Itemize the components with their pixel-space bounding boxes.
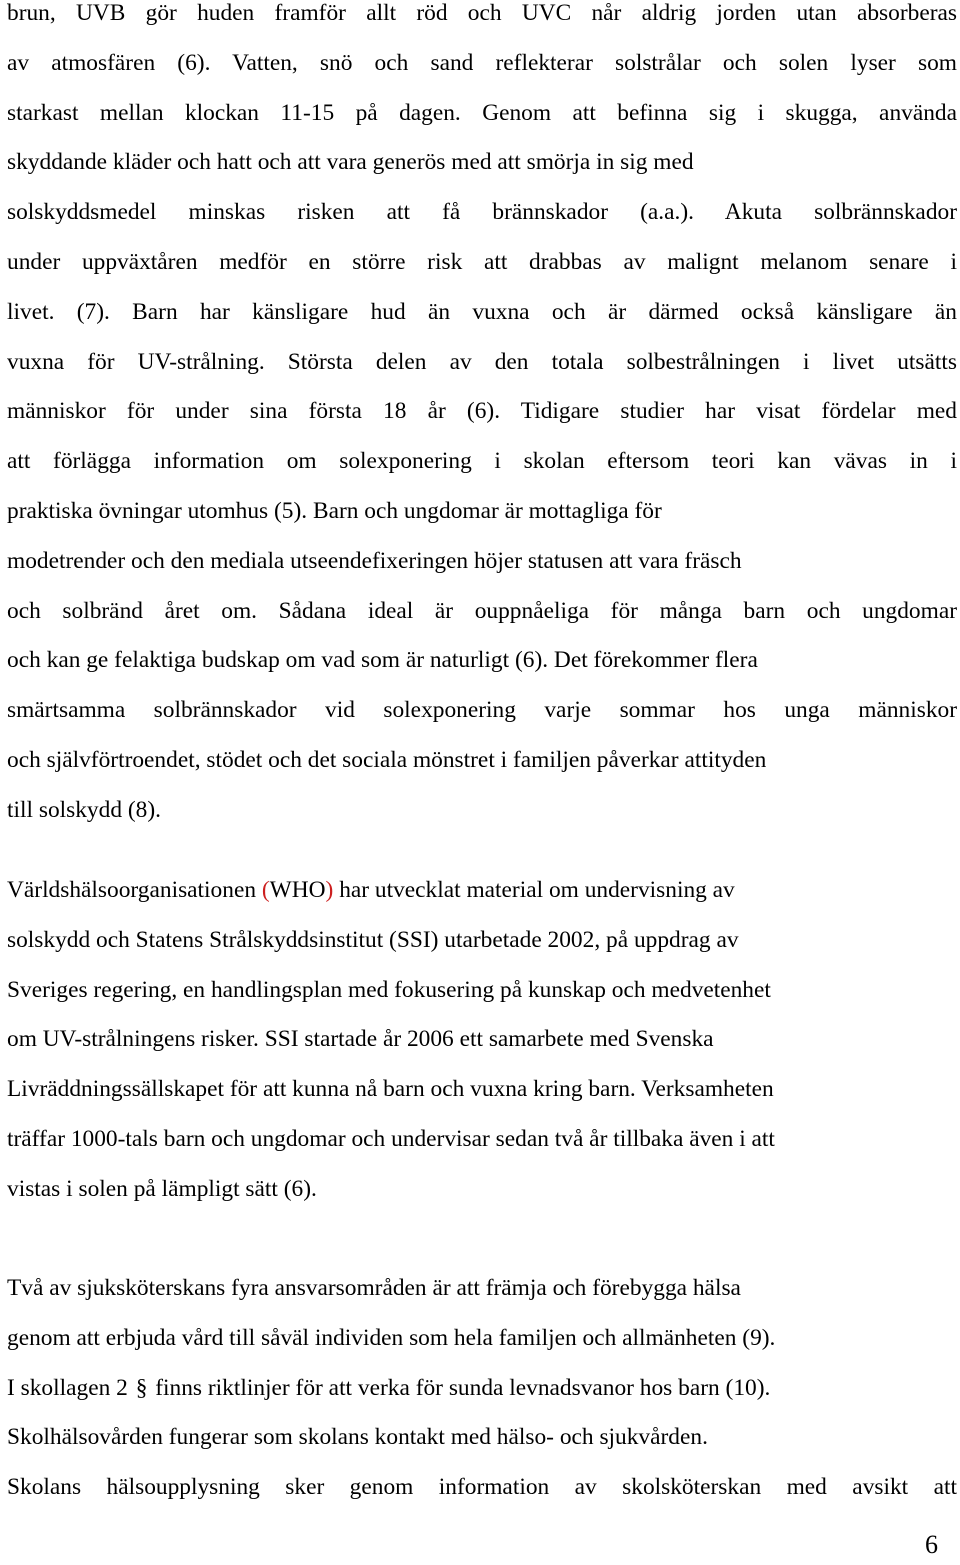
text-line — [7, 866, 957, 916]
text-line: om UV-strålningens risker. SSI startade år 2006 ett samarbete med Svenska — [7, 1026, 714, 1053]
text-line: genom att erbjuda vård till såväl individen som hela familjen och allmänheten (9). — [7, 1324, 776, 1351]
text-line: smärtsamma solbrännskador vid solexponering varje sommar hos unga människor — [7, 697, 957, 724]
text-line: och solbränd året om. Sådana ideal är ouppnåeliga för många barn och ungdomar — [7, 597, 957, 624]
paren-open: ( — [261, 877, 270, 903]
paren-close: ) — [325, 877, 334, 903]
section-sign-symbol: § — [135, 1374, 148, 1401]
text-line: Två av sjuksköterskans fyra ansvarsområden är att främja och förebygga hälsa — [7, 1275, 741, 1301]
text-line — [7, 1364, 957, 1414]
paragraph-who-ssi — [7, 866, 957, 1215]
text-line: att förlägga information om solexponering i skolan eftersom teori kan vävas in i — [7, 448, 957, 475]
text-line: modetrender och den mediala utseendefixeringen höjer statusen att vara fräsch — [7, 547, 742, 574]
text-line: livet. (7). Barn har känsligare hud än vuxna och är därmed också känsligare än — [7, 298, 957, 325]
line-text: Världshälsoorganisationen — [7, 877, 262, 903]
paragraph-uv-sun-protection — [7, 0, 957, 836]
text-line: Livräddningssällskapet för att kunna nå barn och vuxna kring barn. Verksamheten — [7, 1076, 774, 1103]
who-abbreviation: WHO — [269, 877, 326, 903]
text-line: skyddande kläder och hatt och att vara generös med att smörja in sig med — [7, 149, 694, 176]
line-text: har utvecklat material om undervisning av — [333, 877, 735, 903]
text-line: solskydd och Statens Strålskyddsinstitut (SSI) utarbetade 2002, på uppdrag av — [7, 926, 739, 953]
text-line: Sveriges regering, en handlingsplan med fokusering på kunskap och medvetenhet — [7, 976, 771, 1003]
text-line: till solskydd (8). — [7, 796, 161, 823]
text-line: vistas i solen på lämpligt sätt (6). — [7, 1175, 317, 1202]
text-line: och kan ge felaktiga budskap om vad som är naturligt (6). Det förekommer flera — [7, 647, 758, 674]
text-line: Skolhälsovården fungerar som skolans kontakt med hälso- och sjukvården. — [7, 1424, 708, 1451]
text-line: under uppväxtåren medför en större risk att drabbas av malignt melanom senare i — [7, 248, 957, 275]
text-line: vuxna för UV-strålning. Största delen av den totala solbestrålningen i livet utsätts — [7, 348, 957, 375]
text-line: träffar 1000-tals barn och ungdomar och undervisar sedan två år tillbaka även i att — [7, 1125, 775, 1152]
text-line: Skolans hälsoupplysning sker genom information av skolsköterskan med avsikt att — [7, 1474, 957, 1501]
page-number: 6 — [925, 1530, 938, 1559]
text-line: brun, UVB gör huden framför allt röd och UVC når aldrig jorden utan absorberas — [7, 0, 957, 26]
text-line: solskyddsmedel minskas risken att få brännskador (a.a.). Akuta solbrännskador — [7, 199, 957, 226]
text-line: och självförtroendet, stödet och det sociala mönstret i familjen påverkar attityden — [7, 746, 767, 773]
text-line: starkast mellan klockan 11-15 på dagen. Genom att befinna sig i skugga, använda — [7, 99, 957, 126]
paragraph-school-nurse — [7, 1264, 957, 1513]
text-line: av atmosfären (6). Vatten, snö och sand reflekterar solstrålar och solen lyser som — [7, 49, 957, 76]
line-text: finns riktlinjer för att verka för sunda levnadsvanor hos barn (10). — [149, 1374, 771, 1401]
line-text: I skollagen 2 — [7, 1374, 134, 1401]
text-line: människor för under sina första 18 år (6). Tidigare studier har visat fördelar med — [7, 398, 957, 425]
text-line: praktiska övningar utomhus (5). Barn och ungdomar är mottagliga för — [7, 497, 662, 524]
